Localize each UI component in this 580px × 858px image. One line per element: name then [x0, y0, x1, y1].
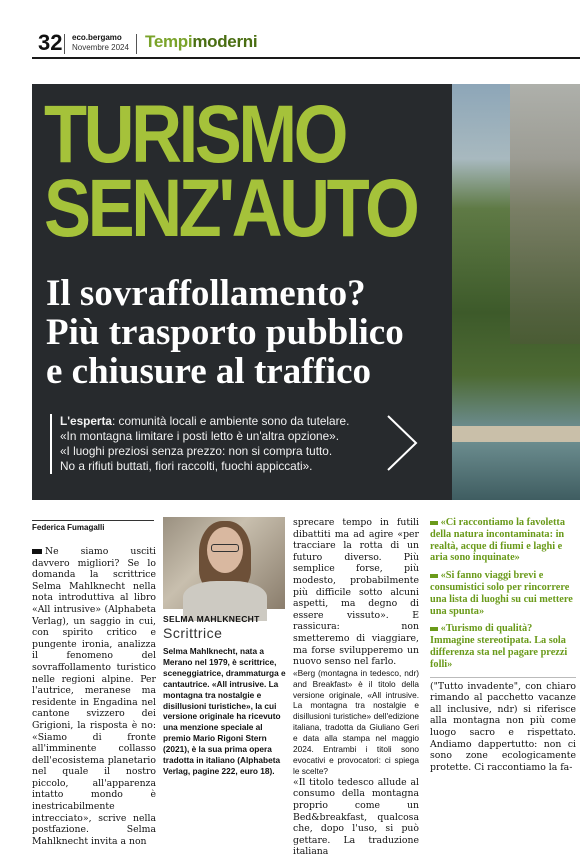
expert-summary — [50, 414, 410, 474]
author-role: Scrittrice — [163, 625, 223, 641]
section-title — [145, 32, 257, 52]
quote-marker-icon — [430, 627, 438, 631]
headline-line-2: SENZ'AUTO — [44, 163, 417, 254]
author-bio: Selma Mahlknecht, nata a Merano nel 1979, è scrittrice, sceneggiatrice, drammaturga e cantautrice. «All intrusive. La montagna tra nostalgie e disillusioni turistiche», la cui versione originale ha ricevuto una menzione speciale al premio Mario Rigoni Stern (2021), è la sua prima opera tradotta in italiano (Alphabeta Verlag, pagine 222, euro 18). — [163, 646, 286, 776]
pull-quote-2: «Si fanno viaggi brevi e consumistici solo per rincorrere una lista di luoghi su cui mettere una spunta» — [430, 570, 573, 617]
article-text-3c: «Il titolo tedesco allude al consumo della montagna proprio come un Bed&breakfast, qualcosa che, dopo l'uso, si può gettare. La traduzione italiana — [293, 776, 419, 858]
headline-line-1: TURISMO — [44, 89, 346, 180]
article-text-4: ("Tutto invadente", con chiaro rimando al pacchetto vacanze all inclusive, ndr) si riferisce alla montagna non più come luogo sacro e rispettato. Andiamo dappertutto: non ci sono zone ecologicamente protette. Ci raccontiamo la fa- — [430, 677, 576, 774]
header-divider-2 — [136, 34, 137, 54]
subheadline-line-1: Il sovraffollamento? — [46, 273, 366, 314]
article-text-1: Ne siamo usciti davvero migliori? Se lo domanda la scrittrice Selma Mahlknecht nella nota introduttiva al libro «All intrusive» (Alphabeta Verlag), un saggio in cui, con spirito critico e pungente ironia, analizza il fenomeno del sovraffollamento turistico nelle regioni alpine. Per l'autrice, meranese ma residente in Engadina nel cantone svizzero dei Grigioni, la risposta è no: «Siamo di fronte all'imminente collasso dell'ecosistema planetario nel quale il nostro piccolo, all'apparenza intatto mondo è inestricabilmente intrecciato», scrive nella postfazione. Selma Mahlknecht invita a non — [32, 546, 156, 847]
page-number: 32 — [38, 30, 63, 55]
header-divider — [64, 34, 65, 54]
quote-marker-icon — [430, 521, 438, 525]
subheadline-line-3: e chiusure al traffico — [46, 351, 372, 392]
publication-info — [72, 33, 129, 53]
photo-lake — [430, 442, 580, 500]
author-photo — [163, 517, 285, 609]
photo-shore — [430, 426, 580, 442]
paragraph-marker-icon — [32, 549, 42, 554]
byline: Federica Fumagalli — [32, 520, 154, 532]
article-column-3 — [293, 517, 419, 858]
expert-text-1: : comunità locali e ambiente sono da tutelare. — [111, 414, 350, 428]
page-header — [0, 0, 580, 78]
pull-quote-3: «Turismo di qualità? Immagine stereotipata. La sola differenza sta nel pagare prezzi folli» — [430, 623, 568, 670]
article-text-3a: sprecare tempo in futili dibattiti ma ad agire «per tracciare la rotta di un futuro diverso. Più semplice forse, più modesto, probabilmente più difficile sotto alcuni aspetti, ma degno di essere vissuto». E rassicura: non smetteremo di viaggiare, ma forse svilupperemo un nuovo senso nel farlo. — [293, 517, 419, 668]
author-glasses — [211, 544, 239, 552]
quote-marker-icon — [430, 574, 438, 578]
expert-text-3: «I luoghi preziosi senza prezzo: non si compra tutto. — [60, 444, 333, 458]
publication-name: eco.bergamo — [72, 33, 122, 42]
hero-banner — [32, 84, 580, 500]
publication-date: Novembre 2024 — [72, 43, 129, 52]
expert-text-4: No a rifiuti buttati, fiori raccolti, fuochi appiccati». — [60, 459, 313, 473]
header-rule — [32, 57, 580, 59]
arrow-right-icon — [384, 414, 420, 472]
author-name: SELMA MAHLKNECHT — [163, 614, 260, 624]
headline — [44, 89, 417, 254]
subheadline-line-2: Più trasporto pubblico — [46, 312, 404, 353]
section-title-a: Tempi — [145, 32, 193, 51]
article-column-1 — [32, 546, 156, 847]
subheadline — [46, 274, 546, 391]
article-question: «Berg (montagna in tedesco, ndr) and Breakfast» è il titolo della versione originale, «All intrusive. La montagna tra nostalgie e disillusioni turistiche» dell'edizione italiana, tradotta da Giuliano Geri e data alla stampa nel maggio 2024. Entrambi i titoli sono evocativi e provocatori: ci spiega le scelte? — [293, 667, 419, 776]
quotes-column — [430, 517, 576, 773]
section-title-b: moderni — [192, 32, 258, 51]
expert-text-2: «In montagna limitare i posti letto è un'altra opzione». — [60, 429, 339, 443]
expert-label: L'esperta — [60, 414, 112, 428]
pull-quote-1: «Ci raccontiamo la favoletta della natura incontaminata: in realtà, acque di fiumi e laghi e aria sono inquinate» — [430, 517, 565, 564]
